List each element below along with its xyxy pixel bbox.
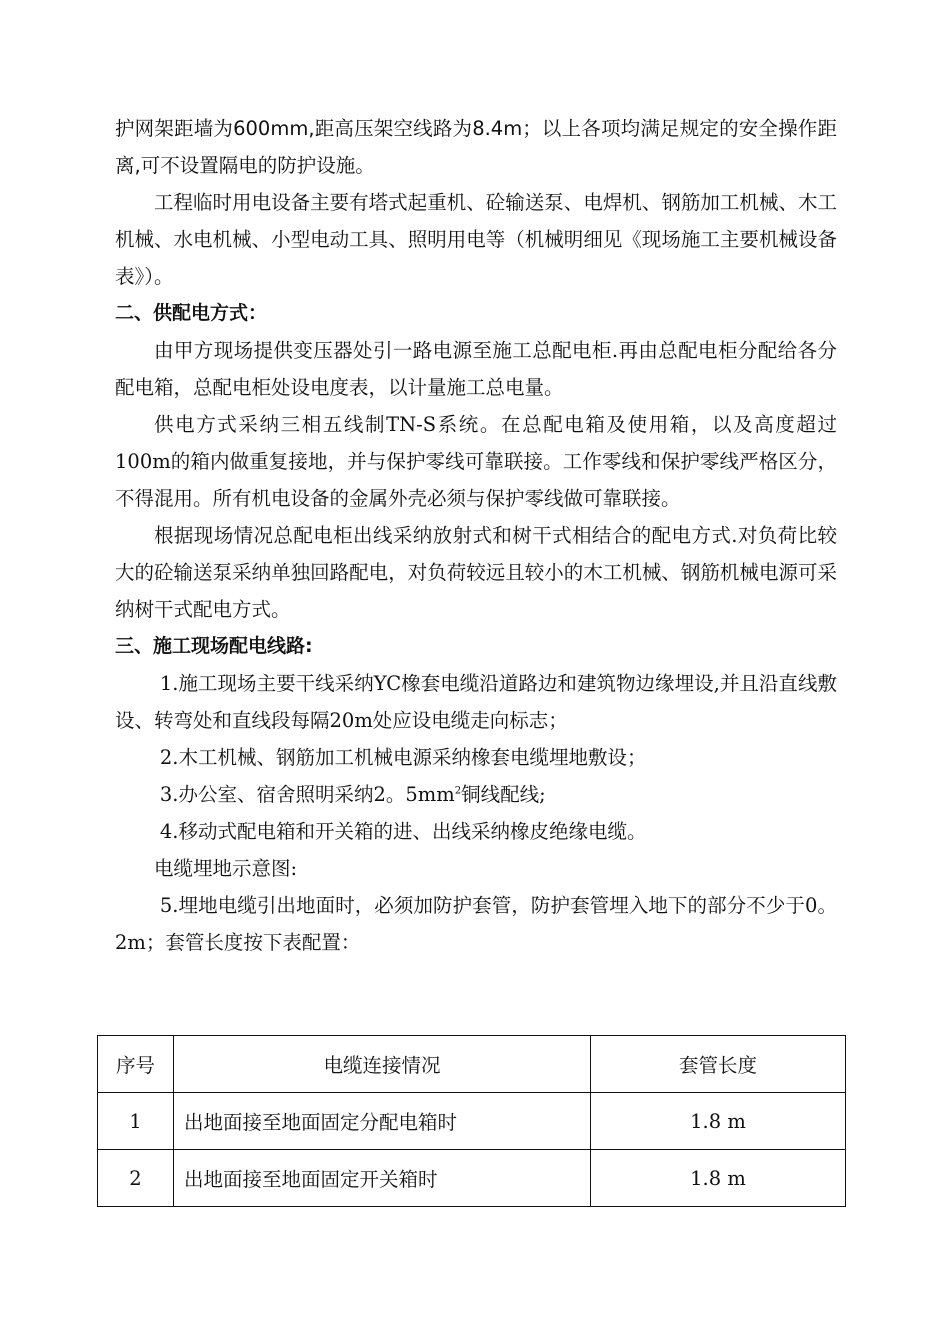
document-body — [115, 110, 837, 961]
paragraph-power-source: 由甲方现场提供变压器处引一路电源至施工总配电柜.再由总配电柜分配给各分配电箱，总配电柜处设电度表，以计量施工总电量。 — [115, 339, 837, 399]
section-heading-power-supply: 二、供配电方式： — [115, 302, 268, 324]
list-item-4: 4.移动式配电箱和开关箱的进、出线采纳橡皮绝缘电缆。 — [159, 820, 647, 843]
cell-length: 1.8 m — [591, 1093, 846, 1150]
list-item-5: 5.埋地电缆引出地面时，必须加防护套管，防护套管埋入地下的部分不少于0。2m；套管长度按下表配置： — [115, 894, 837, 954]
paragraph-diagram-caption: 电缆埋地示意图: — [154, 857, 298, 880]
paragraph-distribution-mode: 根据现场情况总配电柜出线采纳放射式和树干式相结合的配电方式.对负荷比较大的砼输送泵采纳单独回路配电，对负荷较远且较小的木工机械、钢筋机械电源可采纳树干式配电方式。 — [115, 524, 837, 621]
section-heading-wiring: 三、施工现场配电线路: — [115, 635, 313, 657]
paragraph-tns-system: 供电方式采纳三相五线制TN-S系统。在总配电箱及使用箱，以及高度超过100m的箱内做重复接地，并与保护零线可靠联接。工作零线和保护零线严格区分，不得混用。所有机电设备的金属外壳必须与保护零线做可靠联接。 — [115, 413, 837, 510]
list-item-3-text: 3.办公室、宿舍照明采纳2。5mm — [159, 783, 455, 806]
list-item-1: 1.施工现场主要干线采纳YC橡套电缆沿道路边和建筑物边缘埋设,并且沿直线敷设、转弯处和直线段每隔20m处应设电缆走向标志； — [115, 672, 837, 732]
table-header-row — [98, 1036, 846, 1093]
cell-connection: 出地面接至地面固定开关箱时 — [174, 1150, 591, 1207]
header-length: 套管长度 — [591, 1036, 846, 1093]
table-row — [98, 1093, 846, 1150]
cell-length: 1.8 m — [591, 1150, 846, 1207]
conduit-length-table — [97, 1035, 846, 1207]
cell-index: 2 — [98, 1150, 174, 1207]
paragraph-clearance: 护网架距墙为600mm,距高压架空线路为8.4m；以上各项均满足规定的安全操作距离,可不设置隔电的防护设施。 — [115, 117, 837, 177]
list-item-2: 2.木工机械、钢筋加工机械电源采纳橡套电缆埋地敷设； — [159, 746, 647, 769]
cell-index: 1 — [98, 1093, 174, 1150]
header-index: 序号 — [98, 1036, 174, 1093]
header-connection: 电缆连接情况 — [174, 1036, 591, 1093]
list-item-3-suffix: 铜线配线; — [461, 783, 546, 806]
paragraph-equipment: 工程临时用电设备主要有塔式起重机、砼输送泵、电焊机、钢筋加工机械、木工机械、水电机械、小型电动工具、照明用电等（机械明细见《现场施工主要机械设备表》）。 — [115, 191, 837, 288]
table-row — [98, 1150, 846, 1207]
cell-connection: 出地面接至地面固定分配电箱时 — [174, 1093, 591, 1150]
list-item-3 — [115, 776, 837, 813]
superscript-squared: 2 — [454, 785, 462, 797]
